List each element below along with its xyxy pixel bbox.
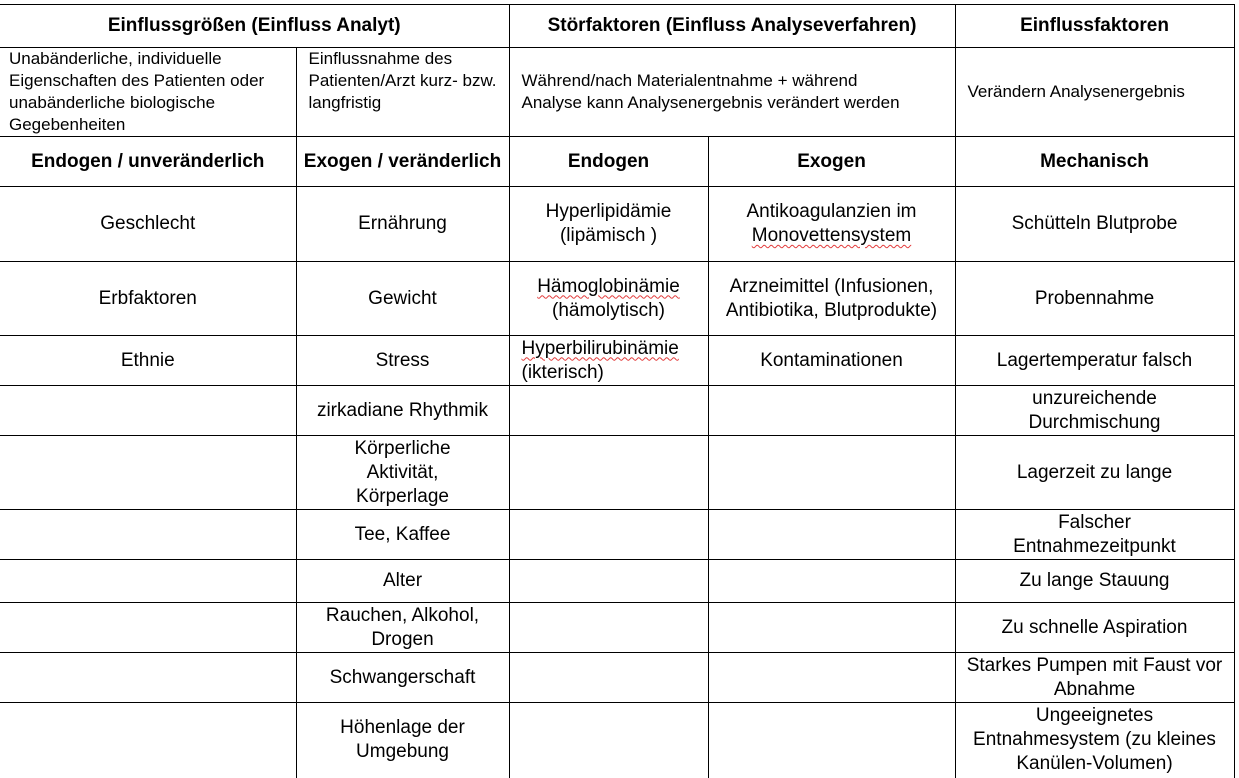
table-cell (509, 653, 708, 703)
table-cell (708, 603, 955, 653)
header-einflussgroessen: Einflussgrößen (Einfluss Analyt) (0, 5, 509, 48)
table-cell: zirkadiane Rhythmik (296, 386, 509, 436)
table-cell (708, 187, 955, 262)
table-cell: Falscher Entnahmezeitpunkt (955, 510, 1234, 560)
table-cell: Lagertemperatur falsch (955, 336, 1234, 386)
subheader-endogen: Endogen (509, 137, 708, 187)
table-cell: Arzneimittel (Infusionen, Antibiotika, Blutprodukte) (708, 262, 955, 336)
table-cell (509, 703, 708, 778)
table-cell (0, 653, 296, 703)
table-cell: Probennahme (955, 262, 1234, 336)
table-cell: Geschlecht (0, 187, 296, 262)
desc-unabaenderlich: Unabänderliche, individuelle Eigenschaften des Patienten oder unabänderliche biologische Gegebenheiten (0, 48, 296, 137)
cell-text: Hyperbilirubinämie (521, 337, 679, 359)
table-cell (509, 436, 708, 510)
table-cell (0, 560, 296, 603)
table-cell (0, 386, 296, 436)
table-cell: Hyperlipidämie (lipämisch ) (509, 187, 708, 262)
table-cell: Schwangerschaft (296, 653, 509, 703)
table-cell (708, 386, 955, 436)
table-row (0, 560, 1234, 603)
table-cell (509, 336, 708, 386)
table-cell: Rauchen, Alkohol, Drogen (296, 603, 509, 653)
table-cell (708, 703, 955, 778)
table-cell (509, 603, 708, 653)
table-cell (708, 560, 955, 603)
desc-veraendern: Verändern Analysenergebnis (955, 48, 1234, 137)
table-row (0, 187, 1234, 262)
table-cell: Zu schnelle Aspiration (955, 603, 1234, 653)
cell-text: Antikoagulanzien im Monovettensystem (746, 201, 917, 246)
table-cell: Stress (296, 336, 509, 386)
table-cell: Alter (296, 560, 509, 603)
table-cell: Ernährung (296, 187, 509, 262)
cell-text: (ikterisch) (521, 361, 604, 383)
table-cell: Zu lange Stauung (955, 560, 1234, 603)
table-cell: Lagerzeit zu lange (955, 436, 1234, 510)
table-cell: Erbfaktoren (0, 262, 296, 336)
table-cell: Kontaminationen (708, 336, 955, 386)
header-stoerfaktoren: Störfaktoren (Einfluss Analyseverfahren) (509, 5, 955, 48)
subheader-mechanisch: Mechanisch (955, 137, 1234, 187)
table-cell (509, 386, 708, 436)
table-cell (0, 703, 296, 778)
subheader-exogen: Exogen (708, 137, 955, 187)
table-cell: Ungeeignetes Entnahmesystem (zu kleines Kanülen-Volumen) (955, 703, 1234, 778)
table-row (0, 510, 1234, 560)
table-cell (509, 262, 708, 336)
table-cell (509, 510, 708, 560)
table-row (0, 703, 1234, 778)
table-row (0, 386, 1234, 436)
table-cell: unzureichende Durchmischung (955, 386, 1234, 436)
table-cell (708, 653, 955, 703)
table-cell (0, 603, 296, 653)
table-cell: Körperliche Aktivität, Körperlage (296, 436, 509, 510)
desc-einflussnahme: Einflussnahme des Patienten/Arzt kurz- bzw. langfristig (296, 48, 509, 137)
desc-waehrend: Während/nach Materialentnahme + während Analyse kann Analysenergebnis verändert werden (509, 48, 955, 137)
table-cell (708, 510, 955, 560)
header-einflussfaktoren: Einflussfaktoren (955, 5, 1234, 48)
table-cell (0, 510, 296, 560)
table-cell: Ethnie (0, 336, 296, 386)
table-row (0, 336, 1234, 386)
table-row (0, 262, 1234, 336)
table-cell: Schütteln Blutprobe (955, 187, 1234, 262)
table-cell: Tee, Kaffee (296, 510, 509, 560)
cell-text: Hämoglobinämie (hämolytisch) (537, 275, 680, 321)
table-cell: Höhenlage der Umgebung (296, 703, 509, 778)
subheader-endogen-unveraenderlich: Endogen / unveränderlich (0, 137, 296, 187)
influence-factors-table (0, 4, 1235, 778)
table-row (0, 653, 1234, 703)
subheader-exogen-veraenderlich: Exogen / veränderlich (296, 137, 509, 187)
table-row (0, 436, 1234, 510)
table-cell (0, 436, 296, 510)
table-cell (708, 436, 955, 510)
table-cell (509, 560, 708, 603)
table-row (0, 603, 1234, 653)
table-cell: Starkes Pumpen mit Faust vor Abnahme (955, 653, 1234, 703)
table-cell: Gewicht (296, 262, 509, 336)
